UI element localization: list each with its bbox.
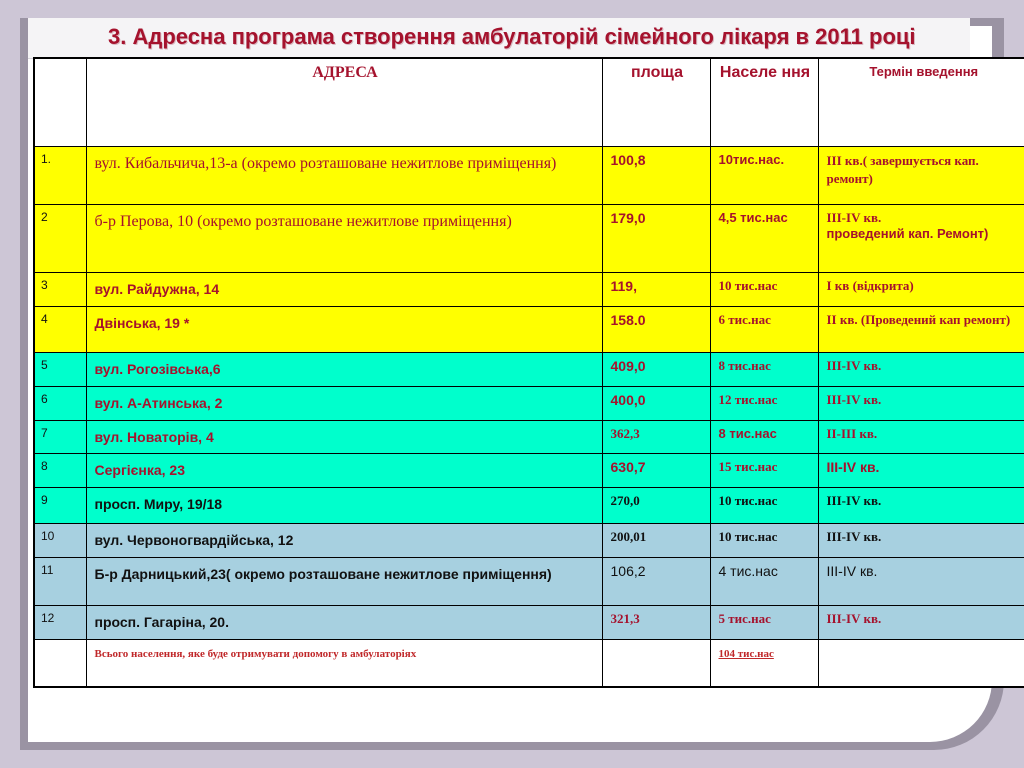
row-address: Сергієнка, 23 (86, 453, 602, 487)
row-area: 200,01 (602, 523, 710, 557)
table-row (34, 420, 1024, 453)
row-address: Двінська, 19 * (86, 306, 602, 352)
row-number: 3 (34, 272, 86, 306)
row-area: 179,0 (602, 204, 710, 272)
row-area: 106,2 (602, 557, 710, 605)
row-term: I кв (відкрита) (818, 272, 1024, 306)
row-term: III-IV кв. (818, 487, 1024, 523)
table-row (34, 352, 1024, 386)
header-num (34, 58, 86, 146)
row-population: 12 тис.нас (710, 386, 818, 420)
row-number: 12 (34, 605, 86, 639)
row-address: б-р Перова, 10 (окремо розташоване нежитлове приміщення) (86, 204, 602, 272)
row-term: III-IV кв. (818, 523, 1024, 557)
page-title: 3. Адресна програма створення амбулаторій сімейного лікаря в 2011 році (108, 24, 916, 49)
table-row (34, 306, 1024, 352)
row-term: III-IV кв. (818, 453, 1024, 487)
row-term: III-IV кв. (818, 605, 1024, 639)
row-number: 1. (34, 146, 86, 204)
row-term: III-IV кв. (818, 352, 1024, 386)
row-area: 100,8 (602, 146, 710, 204)
total-num-cell (34, 639, 86, 687)
row-number: 9 (34, 487, 86, 523)
row-address: вул. Новаторів, 4 (86, 420, 602, 453)
row-address: вул. А-Атинська, 2 (86, 386, 602, 420)
row-area: 362,3 (602, 420, 710, 453)
row-address: просп. Миру, 19/18 (86, 487, 602, 523)
row-area: 630,7 (602, 453, 710, 487)
row-number: 5 (34, 352, 86, 386)
table-row (34, 605, 1024, 639)
term-quarter: III-IV кв. (826, 209, 882, 225)
row-address: вул. Рогозівська,6 (86, 352, 602, 386)
row-number: 8 (34, 453, 86, 487)
term-note: проведений кап. Ремонт) (826, 226, 989, 242)
header-area: площа (602, 58, 710, 146)
total-label: Всього населення, яке буде отримувати допомогу в амбулаторіях (86, 639, 602, 687)
total-area-cell (602, 639, 710, 687)
row-area: 270,0 (602, 487, 710, 523)
header-term: Термін введення (818, 58, 1024, 146)
term-quarter: III кв.( завершується кап. ремонт) (826, 152, 979, 186)
row-population: 8 тис.нас (710, 420, 818, 453)
row-area: 119, (602, 272, 710, 306)
row-address: просп. Гагаріна, 20. (86, 605, 602, 639)
row-area: 321,3 (602, 605, 710, 639)
header-population: Населе ння (710, 58, 818, 146)
row-number: 6 (34, 386, 86, 420)
table-row (34, 146, 1024, 204)
total-row (34, 639, 1024, 687)
table-row (34, 204, 1024, 272)
row-population: 8 тис.нас (710, 352, 818, 386)
table-row (34, 523, 1024, 557)
row-population: 10 тис.нас (710, 272, 818, 306)
table-row (34, 386, 1024, 420)
row-address: вул. Червоногвардійська, 12 (86, 523, 602, 557)
header-address: АДРЕСА (86, 58, 602, 146)
table-row (34, 453, 1024, 487)
row-address: вул. Кибальчича,13-а (окремо розташоване нежитлове приміщення) (86, 146, 602, 204)
row-address: Б-р Дарницький,23( окремо розташоване нежитлове приміщення) (86, 557, 602, 605)
row-population: 10 тис.нас (710, 487, 818, 523)
row-number: 7 (34, 420, 86, 453)
total-population: 104 тис.нас (710, 639, 818, 687)
row-population: 15 тис.нас (710, 453, 818, 487)
table-header-row (34, 58, 1024, 146)
row-number: 2 (34, 204, 86, 272)
row-area: 158.0 (602, 306, 710, 352)
row-population: 4,5 тис.нас (710, 204, 818, 272)
row-address: вул. Райдужна, 14 (86, 272, 602, 306)
row-term (818, 146, 1024, 204)
row-number: 11 (34, 557, 86, 605)
row-number: 4 (34, 306, 86, 352)
row-number: 10 (34, 523, 86, 557)
total-term-cell (818, 639, 1024, 687)
row-area: 400,0 (602, 386, 710, 420)
table-row (34, 487, 1024, 523)
table-row (34, 272, 1024, 306)
row-population: 4 тис.нас (710, 557, 818, 605)
row-term: II кв. (Проведений кап ремонт) (818, 306, 1024, 352)
row-population: 6 тис.нас (710, 306, 818, 352)
table-row (34, 557, 1024, 605)
row-population: 5 тис.нас (710, 605, 818, 639)
row-term: III-IV кв. (818, 386, 1024, 420)
row-population: 10тис.нас. (710, 146, 818, 204)
program-table (33, 57, 1024, 688)
row-population: 10 тис.нас (710, 523, 818, 557)
row-term (818, 204, 1024, 272)
row-term: III-IV кв. (818, 557, 1024, 605)
row-area: 409,0 (602, 352, 710, 386)
row-term: II-III кв. (818, 420, 1024, 453)
